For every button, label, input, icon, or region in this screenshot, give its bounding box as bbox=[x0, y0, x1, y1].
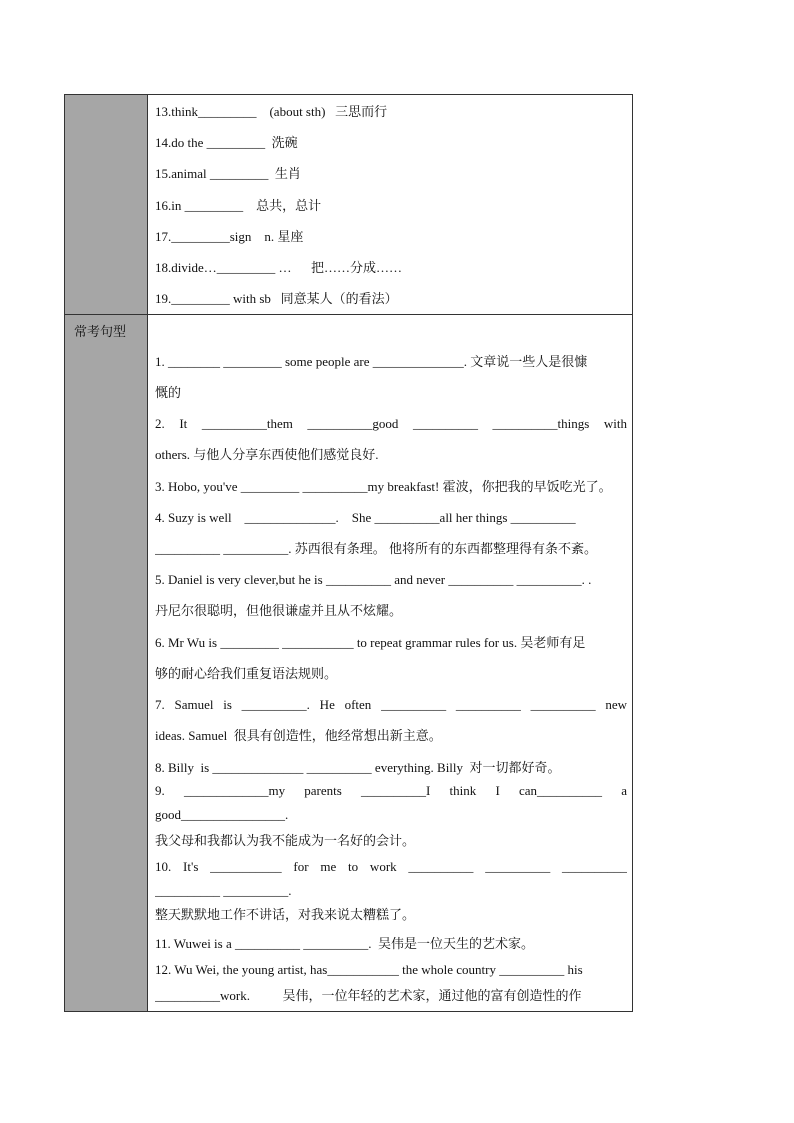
sentence-line: 丹尼尔很聪明，但他很谦虚并且从不炫耀。 bbox=[155, 603, 403, 618]
sentence-line: 12. Wu Wei, the young artist, has___________ the whole country __________ his bbox=[155, 962, 583, 977]
sentence-line: 慨的 bbox=[155, 385, 182, 400]
sentence-line: ideas. Samuel 很具有创造性，他经常想出新主意。 bbox=[155, 728, 442, 743]
vocab-line: 13.think_________ (about sth) 三思而行 bbox=[155, 104, 388, 119]
sentence-line: 2. It __________them __________good __________ __________things with bbox=[155, 416, 627, 431]
vocab-line: 18.divide…_________ … 把……分成…… bbox=[155, 260, 402, 275]
sentence-line: 我父母和我都认为我不能成为一名好的会计。 bbox=[155, 833, 416, 848]
sentence-line: __________ __________. bbox=[155, 883, 292, 898]
sentence-line: 7. Samuel is __________. He often __________ __________ __________ new bbox=[155, 697, 627, 712]
sentence-line: 4. Suzy is well ______________. She __________all her things __________ bbox=[155, 510, 576, 525]
vocab-line: 17._________sign n. 星座 bbox=[155, 229, 304, 244]
sentence-line: 6. Mr Wu is _________ ___________ to repeat grammar rules for us. 吴老师有足 bbox=[155, 635, 586, 650]
sentence-line: 10. It's ___________ for me to work __________ __________ __________ bbox=[155, 859, 627, 874]
sentence-line: 8. Billy is ______________ __________ everything. Billy 对一切都好奇。 bbox=[155, 760, 561, 775]
section-label: 常考句型 bbox=[74, 325, 127, 340]
sentence-line: 整天默默地工作不讲话，对我来说太糟糕了。 bbox=[155, 907, 416, 922]
vocab-line: 19._________ with sb 同意某人（的看法） bbox=[155, 291, 398, 306]
sentence-line: others. 与他人分享东西使他们感觉良好. bbox=[155, 447, 379, 462]
sentence-line: good________________. bbox=[155, 807, 289, 822]
sentence-line: __________work. 吴伟，一位年轻的艺术家，通过他的富有创造性的作 bbox=[155, 988, 582, 1003]
row-divider bbox=[65, 314, 632, 315]
vocab-line: 15.animal _________ 生肖 bbox=[155, 166, 301, 181]
sentence-line: 5. Daniel is very clever,but he is __________ and never __________ __________. . bbox=[155, 572, 592, 587]
sentence-line: 11. Wuwei is a __________ __________. 吴伟是一位天生的艺术家。 bbox=[155, 936, 534, 951]
sentence-line: 够的耐心给我们重复语法规则。 bbox=[155, 666, 338, 681]
worksheet-table bbox=[64, 94, 633, 1012]
sentence-line: 1. ________ _________ some people are ______________. 文章说一些人是很慷 bbox=[155, 354, 588, 369]
sidebar-column bbox=[65, 95, 148, 1011]
sentence-line: 9. _____________my parents __________I think I can__________ a bbox=[155, 783, 627, 798]
sentence-line: __________ __________. 苏西很有条理。 他将所有的东西都整理得有条不紊。 bbox=[155, 541, 598, 556]
vocab-line: 16.in _________ 总共，总计 bbox=[155, 198, 322, 213]
vocab-line: 14.do the _________ 洗碗 bbox=[155, 135, 298, 150]
sentence-line: 3. Hobo, you've _________ __________my breakfast! 霍波，你把我的早饭吃光了。 bbox=[155, 479, 612, 494]
